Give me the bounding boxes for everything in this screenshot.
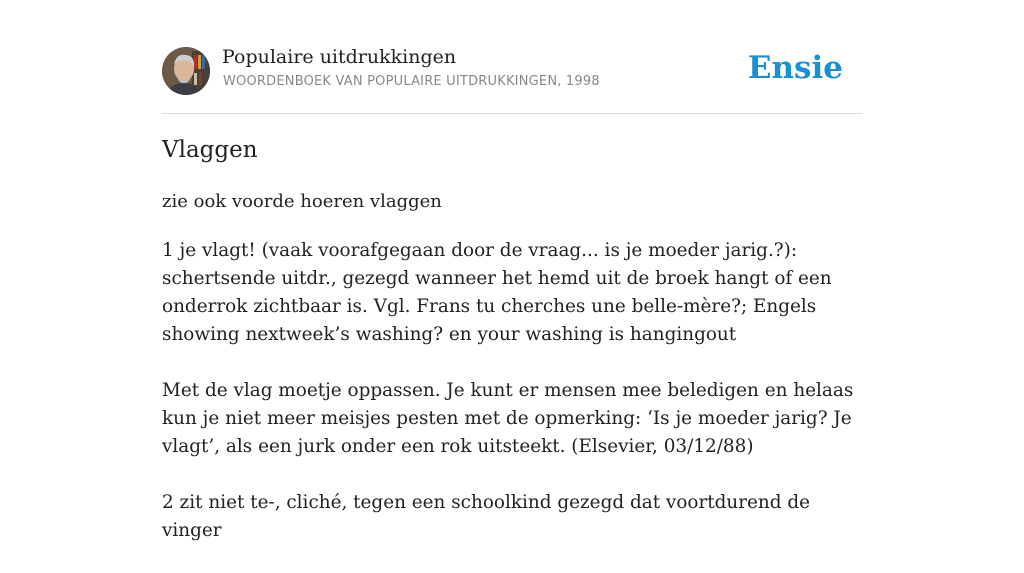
source-header bbox=[162, 0, 862, 114]
entry-page bbox=[162, 0, 862, 541]
author-avatar[interactable] bbox=[162, 47, 210, 95]
see-also-text: zie ook voorde hoeren vlaggen bbox=[162, 191, 442, 212]
entry-paragraph: Met de vlag moetje oppassen. Je kunt er mensen mee beledigen en helaas kun je niet meer meisjes pesten met de opmerking: ‘Is je moeder jarig? Je vlagt’, als een jurk onder een rok uitsteekt. (Elsevier, 03/12/88) bbox=[162, 380, 854, 457]
source-subtitle: WOORDENBOEK VAN POPULAIRE UITDRUKKINGEN, 1998 bbox=[223, 74, 600, 89]
entry-paragraph: 1 je vlagt! (vaak voorafgegaan door de vraag... is je moeder jarig.?): schertsende uitdr., gezegd wanneer het hemd uit de broek hangt of een onderrok zichtbaar is. Vgl. Frans tu cherches une belle-mère?; Engels showing nextweek’s washing? en your washing is hangingout bbox=[162, 240, 832, 345]
entry-paragraph: 2 zit niet te-, cliché, tegen een schoolkind gezegd dat voortdurend de vinger bbox=[162, 492, 811, 541]
author-portrait-icon bbox=[162, 47, 210, 95]
entry-body bbox=[162, 237, 862, 573]
entry-title: Vlaggen bbox=[162, 137, 258, 163]
source-title[interactable]: Populaire uitdrukkingen bbox=[222, 46, 457, 68]
brand-logo[interactable]: Ensie bbox=[747, 50, 843, 86]
